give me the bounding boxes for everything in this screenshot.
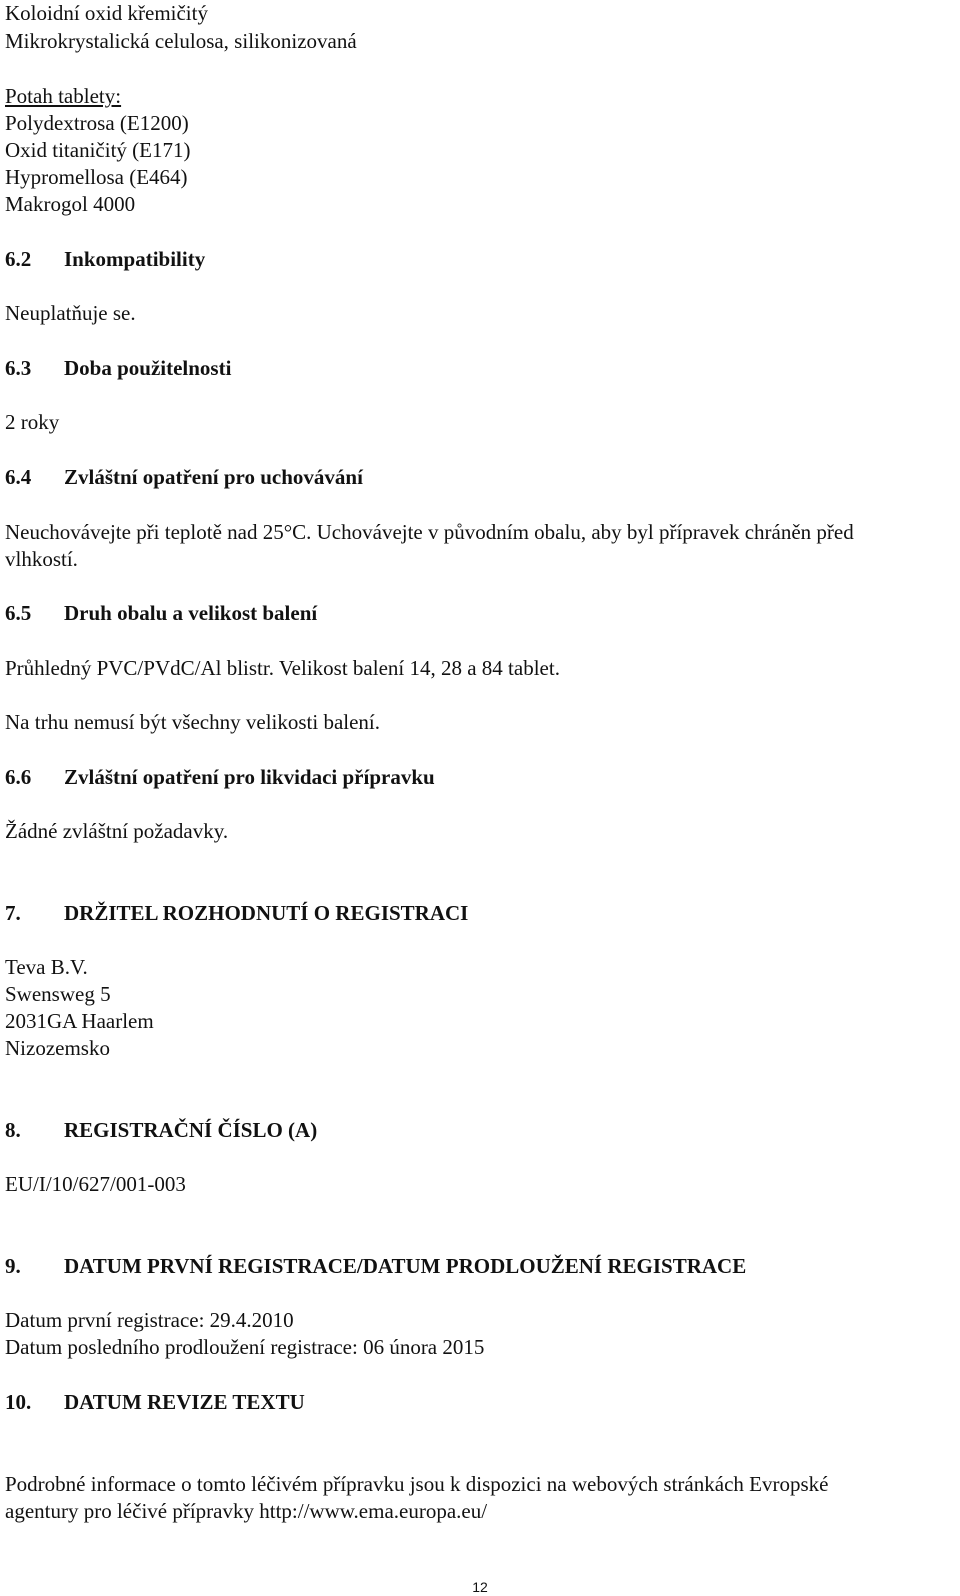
registration-number: EU/I/10/627/001-003 bbox=[5, 1172, 186, 1196]
section-title: Zvláštní opatření pro uchovávání bbox=[64, 465, 363, 489]
coating-line: Oxid titaničitý (E171) bbox=[5, 138, 191, 162]
section-8-heading bbox=[5, 1118, 317, 1142]
section-number: 10. bbox=[5, 1390, 32, 1414]
section-number: 9. bbox=[5, 1254, 21, 1278]
section-title: Zvláštní opatření pro likvidaci přípravku bbox=[64, 765, 435, 789]
section-title: DATUM REVIZE TEXTU bbox=[64, 1390, 305, 1414]
coating-line: Polydextrosa (E1200) bbox=[5, 111, 189, 135]
section-6-5-heading bbox=[5, 601, 317, 625]
section-9-heading bbox=[5, 1254, 746, 1278]
section-title: REGISTRAČNÍ ČÍSLO (A) bbox=[64, 1118, 318, 1142]
section-title: Doba použitelnosti bbox=[64, 356, 232, 380]
holder-address-line: Swensweg 5 bbox=[5, 982, 111, 1006]
section-6-2-text: Neuplatňuje se. bbox=[5, 301, 136, 325]
section-title: DATUM PRVNÍ REGISTRACE/DATUM PRODLOUŽENÍ REGISTRACE bbox=[64, 1254, 747, 1278]
excipient-line: Koloidní oxid křemičitý bbox=[5, 1, 208, 25]
section-number: 6.2 bbox=[5, 247, 32, 271]
section-7-heading bbox=[5, 901, 468, 925]
excipient-line: Mikrokrystalická celulosa, silikonizovaná bbox=[5, 29, 357, 53]
info-text: agentury pro léčivé přípravky http://www.ema.europa.eu/ bbox=[5, 1499, 488, 1523]
section-6-3-text: 2 roky bbox=[5, 410, 60, 434]
section-6-3-heading bbox=[5, 356, 231, 380]
section-6-5-text: Na trhu nemusí být všechny velikosti balení. bbox=[5, 710, 381, 734]
section-number: 6.6 bbox=[5, 765, 32, 789]
section-6-4-text: Neuchovávejte při teplotě nad 25°C. Uchovávejte v původním obalu, aby byl přípravek chráněn před bbox=[5, 520, 854, 544]
info-text: Podrobné informace o tomto léčivém přípravku jsou k dispozici na webových stránkách Evropské bbox=[5, 1472, 829, 1496]
section-6-5-text: Průhledný PVC/PVdC/Al blistr. Velikost balení 14, 28 a 84 tablet. bbox=[5, 656, 560, 680]
section-title: DRŽITEL ROZHODNUTÍ O REGISTRACI bbox=[64, 901, 469, 925]
holder-address-line: 2031GA Haarlem bbox=[5, 1009, 154, 1033]
section-6-4-text: vlhkostí. bbox=[5, 547, 78, 571]
section-10-heading bbox=[5, 1390, 305, 1414]
section-6-2-heading bbox=[5, 247, 205, 271]
section-6-6-text: Žádné zvláštní požadavky. bbox=[5, 819, 229, 843]
page-number: 12 bbox=[472, 1579, 488, 1595]
section-6-6-heading bbox=[5, 765, 435, 789]
first-registration-date: Datum první registrace: 29.4.2010 bbox=[5, 1308, 294, 1332]
section-number: 6.4 bbox=[5, 465, 32, 489]
section-number: 6.3 bbox=[5, 356, 32, 380]
section-number: 8. bbox=[5, 1118, 21, 1142]
coating-title: Potah tablety: bbox=[5, 84, 122, 108]
holder-address-line: Nizozemsko bbox=[5, 1036, 110, 1060]
renewal-date: Datum posledního prodloužení registrace: 06 února 2015 bbox=[5, 1335, 485, 1359]
coating-line: Makrogol 4000 bbox=[5, 192, 136, 216]
section-number: 7. bbox=[5, 901, 21, 925]
section-6-4-heading bbox=[5, 465, 363, 489]
section-number: 6.5 bbox=[5, 601, 32, 625]
coating-line: Hypromellosa (E464) bbox=[5, 165, 188, 189]
holder-address-line: Teva B.V. bbox=[5, 955, 88, 979]
section-title: Inkompatibility bbox=[64, 247, 206, 271]
section-title: Druh obalu a velikost balení bbox=[64, 601, 318, 625]
